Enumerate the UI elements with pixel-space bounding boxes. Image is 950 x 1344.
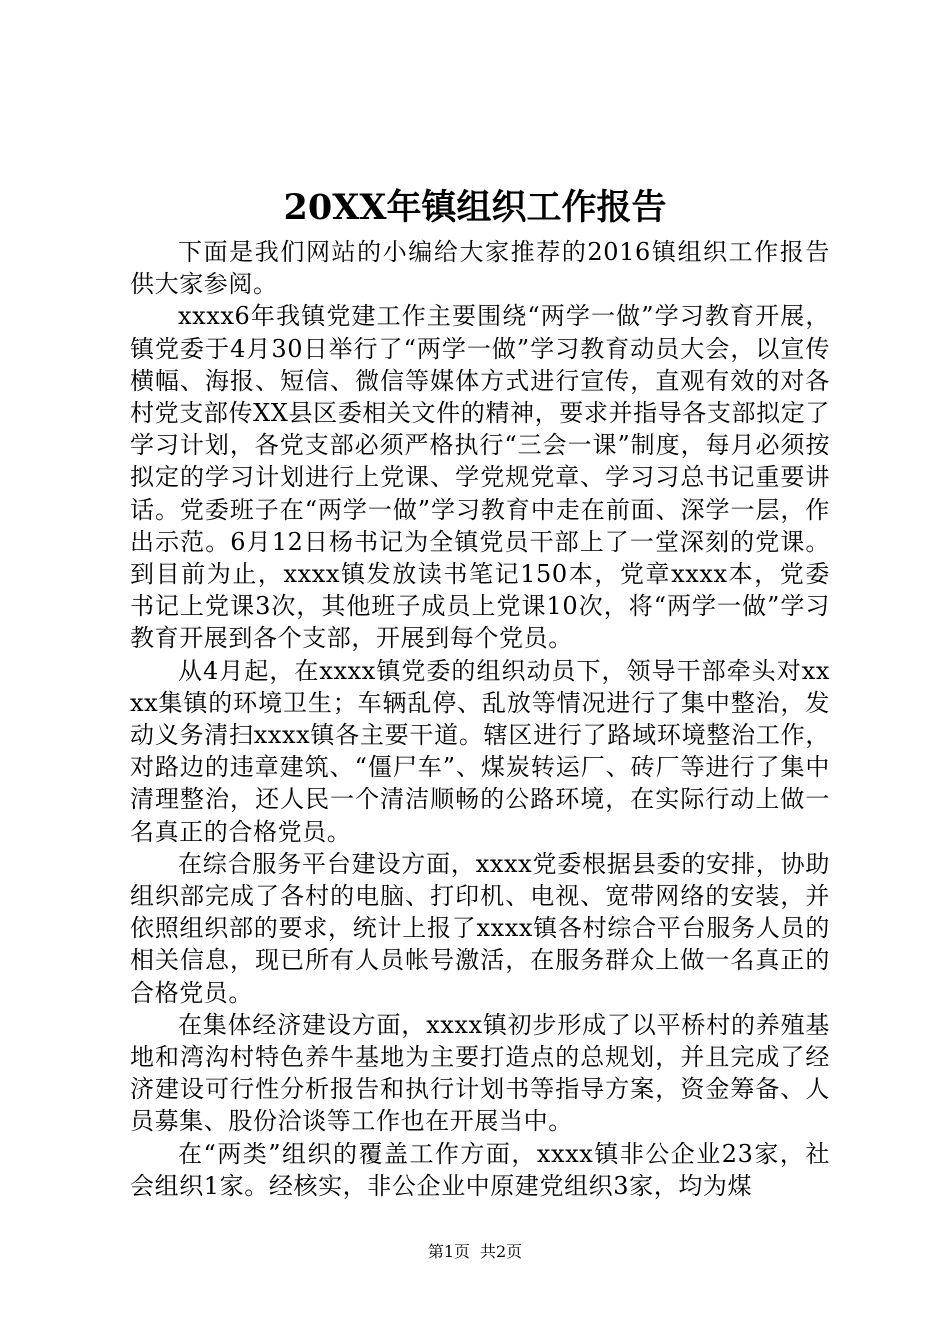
- paragraph-intro: 下面是我们网站的小编给大家推荐的2016镇组织工作报告供大家参阅。: [130, 238, 830, 299]
- paragraph-organization-coverage: 在“两类”组织的覆盖工作方面，xxxx镇非公企业23家，社会组织1家。经核实，非公企业中原建党组织3家，均为煤: [130, 1139, 830, 1200]
- page-total: 共2页: [480, 1242, 523, 1261]
- paragraph-service-platform: 在综合服务平台建设方面，xxxx党委根据县委的安排，协助组织部完成了各村的电脑、打印机、电视、宽带网络的安装，并依照组织部的要求，统计上报了xxxx镇各村综合平台服务人员的相关信息，现已所有人员帐号激活，在服务群众上做一名真正的合格党员。: [130, 849, 830, 1007]
- page-footer: [0, 1240, 950, 1264]
- page-number: 第1页: [427, 1242, 470, 1261]
- paragraph-collective-economy: 在集体经济建设方面，xxxx镇初步形成了以平桥村的养殖基地和湾沟村特色养牛基地为主要打造点的总规划，并且完成了经济建设可行性分析报告和执行计划书等指导方案，资金筹备、人员募集、股份洽谈等工作也在开展当中。: [130, 1010, 830, 1136]
- document-title: 20XX年镇组织工作报告: [283, 187, 667, 228]
- paragraph-party-building: xxxx6年我镇党建工作主要围绕“两学一做”学习教育开展，镇党委于4月30日举行了“两学一做”学习教育动员大会，以宣传横幅、海报、短信、微信等媒体方式进行宣传，直观有效的对各村党支部传XX县区委相关文件的精神，要求并指导各支部拟定了学习计划，各党支部必须严格执行“三会一课”制度，每月必须按拟定的学习计划进行上党课、学党规党章、学习习总书记重要讲话。党委班子在“两学一做”学习教育中走在前面、深学一层，作出示范。6月12日杨书记为全镇党员干部上了一堂深刻的党课。到目前为止，xxxx镇发放读书笔记150本，党章xxxx本，党委书记上党课3次，其他班子成员上党课10次，将“两学一做”学习教育开展到各个支部，开展到每个党员。: [130, 302, 830, 653]
- paragraph-environment: 从4月起，在xxxx镇党委的组织动员下，领导干部牵头对xxxx集镇的环境卫生；车辆乱停、乱放等情况进行了集中整治，发动义务清扫xxxx镇各主要干道。辖区进行了路域环境整治工作，对路边的违章建筑、“僵尸车”、煤炭转运厂、砖厂等进行了集中清理整治，还人民一个清洁顺畅的公路环境，在实际行动上做一名真正的合格党员。: [130, 656, 830, 846]
- document-body: [130, 236, 830, 1202]
